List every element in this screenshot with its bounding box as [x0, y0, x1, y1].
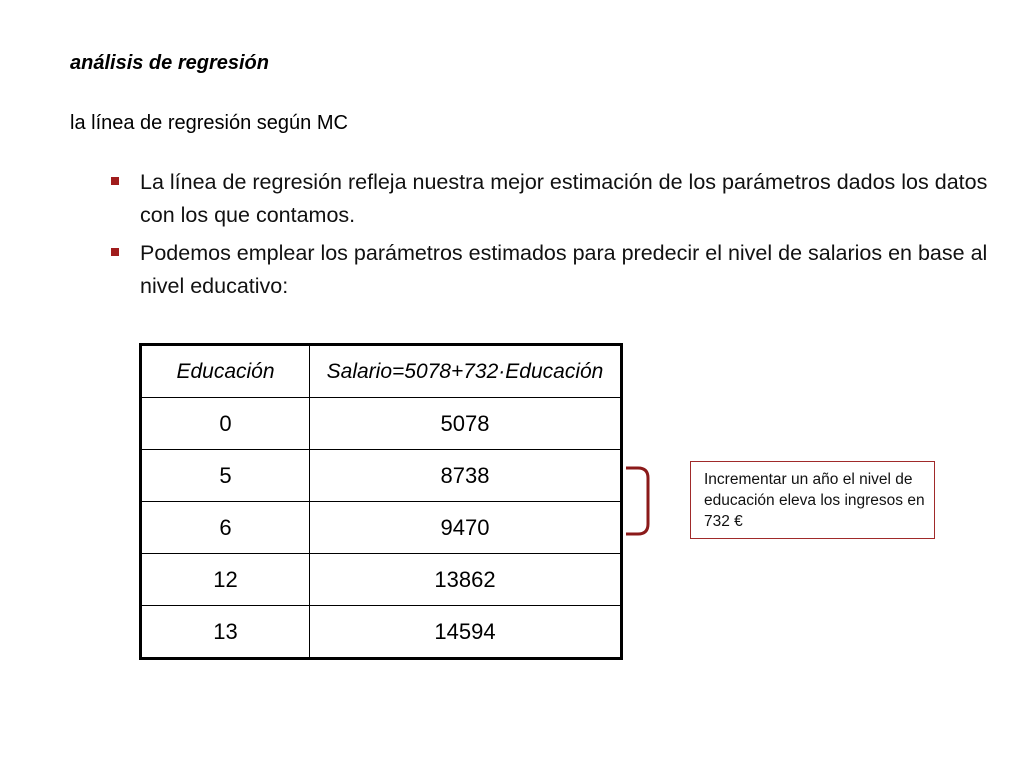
bullet-text: Podemos emplear los parámetros estimados para predecir el nivel de salarios en base al nivel educativo:: [140, 241, 988, 298]
slide-title: análisis de regresión: [70, 52, 269, 74]
slide-subtitle: la línea de regresión según MC: [70, 112, 348, 134]
regression-table: [139, 343, 623, 660]
table-header-row: [141, 345, 622, 398]
header-salary-formula: Salario=5078+732·Educación: [310, 345, 622, 398]
annotation-note: Incrementar un año el nivel de educación eleva los ingresos en 732 €: [690, 461, 935, 539]
header-education: Educación: [141, 345, 310, 398]
salary-cell: 5078: [310, 398, 622, 450]
bullet-list: [108, 166, 988, 308]
table-row: [141, 554, 622, 606]
bullet-item: [108, 166, 988, 232]
bullet-text: La línea de regresión refleja nuestra mejor estimación de los parámetros dados los datos con los que contamos.: [140, 170, 988, 227]
table-row: [141, 398, 622, 450]
table-row: [141, 450, 622, 502]
education-cell: 5: [141, 450, 310, 502]
square-bullet-icon: [111, 177, 119, 185]
bullet-item: [108, 237, 988, 303]
table-row: [141, 502, 622, 554]
education-cell: 0: [141, 398, 310, 450]
education-cell: 13: [141, 606, 310, 659]
education-cell: 6: [141, 502, 310, 554]
salary-cell: 9470: [310, 502, 622, 554]
education-cell: 12: [141, 554, 310, 606]
square-bullet-icon: [111, 248, 119, 256]
bracket-icon: [624, 465, 652, 537]
salary-cell: 13862: [310, 554, 622, 606]
salary-cell: 14594: [310, 606, 622, 659]
table-row: [141, 606, 622, 659]
salary-cell: 8738: [310, 450, 622, 502]
